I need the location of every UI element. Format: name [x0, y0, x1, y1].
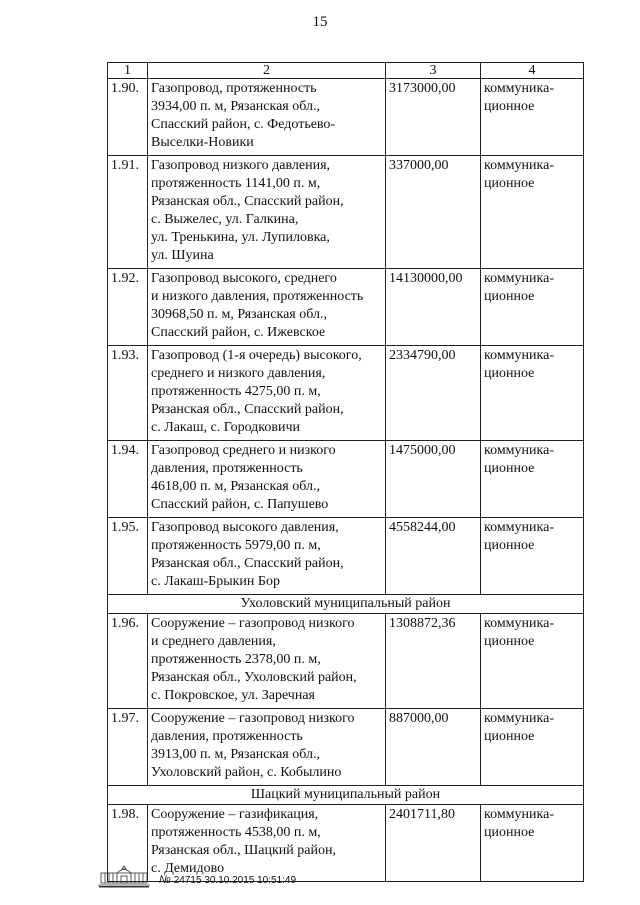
table-row: [108, 269, 584, 346]
table-row: [108, 614, 584, 709]
book-value: 887000,00: [386, 709, 481, 786]
book-value: 2401711,80: [386, 805, 481, 882]
description-line: Сооружение – газопровод низкого: [151, 711, 355, 726]
table-row: [108, 518, 584, 595]
description-line: с. Покровское, ул. Заречная: [151, 688, 315, 703]
row-number: 1.96.: [108, 614, 148, 709]
district-name: Шацкий муниципальный район: [108, 786, 584, 805]
district-header-row: [108, 595, 584, 614]
object-description: [148, 614, 386, 709]
description-line: Рязанская обл., Спасский район,: [151, 556, 344, 571]
property-type: [481, 346, 584, 441]
property-type-line: коммуника-: [484, 520, 554, 535]
description-line: протяженность 5979,00 п. м,: [151, 538, 321, 553]
property-type: [481, 156, 584, 269]
description-line: Газопровод, протяженность: [151, 81, 317, 96]
property-type-line: ционное: [484, 366, 535, 381]
object-description: [148, 518, 386, 595]
property-type-line: коммуника-: [484, 271, 554, 286]
property-type-line: коммуника-: [484, 81, 554, 96]
object-description: [148, 79, 386, 156]
description-line: Ухоловский район, с. Кобылино: [151, 765, 342, 780]
page-number: 15: [312, 14, 328, 30]
book-value: 1475000,00: [386, 441, 481, 518]
description-line: ул. Тренькина, ул. Лупиловка,: [151, 230, 330, 245]
description-line: 30968,50 п. м, Рязанская обл.,: [151, 307, 327, 322]
table-row: [108, 441, 584, 518]
property-type: [481, 269, 584, 346]
property-type-line: ционное: [484, 461, 535, 476]
book-value: 337000,00: [386, 156, 481, 269]
table-row: [108, 709, 584, 786]
description-line: с. Лакаш, с. Городковичи: [151, 420, 301, 435]
government-building-emblem-icon: [95, 864, 153, 888]
description-line: Сооружение – газопровод низкого: [151, 616, 355, 631]
header-cell-2: 2: [148, 63, 386, 79]
doc-number: 24715: [173, 875, 202, 886]
header-row: [108, 63, 584, 79]
description-line: 4618,00 п. м, Рязанская обл.,: [151, 479, 320, 494]
row-number: 1.92.: [108, 269, 148, 346]
table-row: [108, 79, 584, 156]
property-type-line: ционное: [484, 825, 535, 840]
description-line: 3913,00 п. м, Рязанская обл.,: [151, 747, 320, 762]
description-line: Рязанская обл., Шацкий район,: [151, 843, 336, 858]
property-type-line: коммуника-: [484, 348, 554, 363]
doc-number-symbol: №: [159, 874, 171, 886]
property-type: [481, 805, 584, 882]
description-line: 3934,00 п. м, Рязанская обл.,: [151, 99, 320, 114]
description-line: протяженность 1141,00 п. м,: [151, 176, 321, 191]
table-row: [108, 156, 584, 269]
district-name: Ухоловский муниципальный район: [108, 595, 584, 614]
description-line: Спасский район, с. Ижевское: [151, 325, 326, 340]
description-line: Газопровод низкого давления,: [151, 158, 331, 173]
property-type-line: ционное: [484, 634, 535, 649]
property-type-line: коммуника-: [484, 158, 554, 173]
property-registry-table: [107, 62, 584, 882]
description-line: ул. Шуина: [151, 248, 214, 263]
description-line: и низкого давления, протяженность: [151, 289, 364, 304]
book-value: 2334790,00: [386, 346, 481, 441]
property-type-line: коммуника-: [484, 807, 554, 822]
description-line: Рязанская обл., Спасский район,: [151, 402, 344, 417]
description-line: и среднего давления,: [151, 634, 276, 649]
description-line: с. Выжелес, ул. Галкина,: [151, 212, 299, 227]
document-footer: [95, 862, 296, 888]
description-line: давления, протяженность: [151, 461, 303, 476]
row-number: 1.97.: [108, 709, 148, 786]
description-line: среднего и низкого давления,: [151, 366, 326, 381]
row-number: 1.91.: [108, 156, 148, 269]
property-type: [481, 79, 584, 156]
header-cell-1: 1: [108, 63, 148, 79]
description-line: Спасский район, с. Федотьево-: [151, 117, 336, 132]
property-type-line: ционное: [484, 538, 535, 553]
property-type-line: коммуника-: [484, 616, 554, 631]
object-description: [148, 269, 386, 346]
row-number: 1.94.: [108, 441, 148, 518]
book-value: 3173000,00: [386, 79, 481, 156]
row-number: 1.98.: [108, 805, 148, 882]
description-line: протяженность 4538,00 п. м,: [151, 825, 321, 840]
property-type: [481, 518, 584, 595]
object-description: [148, 346, 386, 441]
property-type-line: ционное: [484, 176, 535, 191]
property-type-line: ционное: [484, 99, 535, 114]
property-type: [481, 441, 584, 518]
description-line: Рязанская обл., Ухоловский район,: [151, 670, 357, 685]
book-value: 1308872,36: [386, 614, 481, 709]
property-type: [481, 614, 584, 709]
header-cell-3: 3: [386, 63, 481, 79]
description-line: протяженность 2378,00 п. м,: [151, 652, 321, 667]
property-type-line: ционное: [484, 729, 535, 744]
description-line: протяженность 4275,00 п. м,: [151, 384, 321, 399]
object-description: [148, 709, 386, 786]
description-line: Рязанская обл., Спасский район,: [151, 194, 344, 209]
description-line: Сооружение – газификация,: [151, 807, 319, 822]
row-number: 1.95.: [108, 518, 148, 595]
row-number: 1.93.: [108, 346, 148, 441]
description-line: с. Лакаш-Брыкин Бор: [151, 574, 280, 589]
row-number: 1.90.: [108, 79, 148, 156]
property-type: [481, 709, 584, 786]
book-value: 4558244,00: [386, 518, 481, 595]
description-line: с. Демидово: [151, 861, 225, 876]
description-line: Газопровод (1-я очередь) высокого,: [151, 348, 362, 363]
property-type-line: коммуника-: [484, 443, 554, 458]
description-line: Выселки-Новики: [151, 135, 254, 150]
registry-body: [108, 79, 584, 882]
document-id-stamp: [159, 874, 296, 886]
book-value: 14130000,00: [386, 269, 481, 346]
property-type-line: ционное: [484, 289, 535, 304]
object-description: [148, 156, 386, 269]
header-cell-4: 4: [481, 63, 584, 79]
description-line: Газопровод среднего и низкого: [151, 443, 336, 458]
property-type-line: коммуника-: [484, 711, 554, 726]
table-row: [108, 346, 584, 441]
doc-timestamp: 30.10.2015 10:51:49: [204, 875, 297, 886]
object-description: [148, 441, 386, 518]
description-line: давления, протяженность: [151, 729, 303, 744]
description-line: Спасский район, с. Папушево: [151, 497, 329, 512]
description-line: Газопровод высокого, среднего: [151, 271, 337, 286]
description-line: Газопровод высокого давления,: [151, 520, 339, 535]
district-header-row: [108, 786, 584, 805]
